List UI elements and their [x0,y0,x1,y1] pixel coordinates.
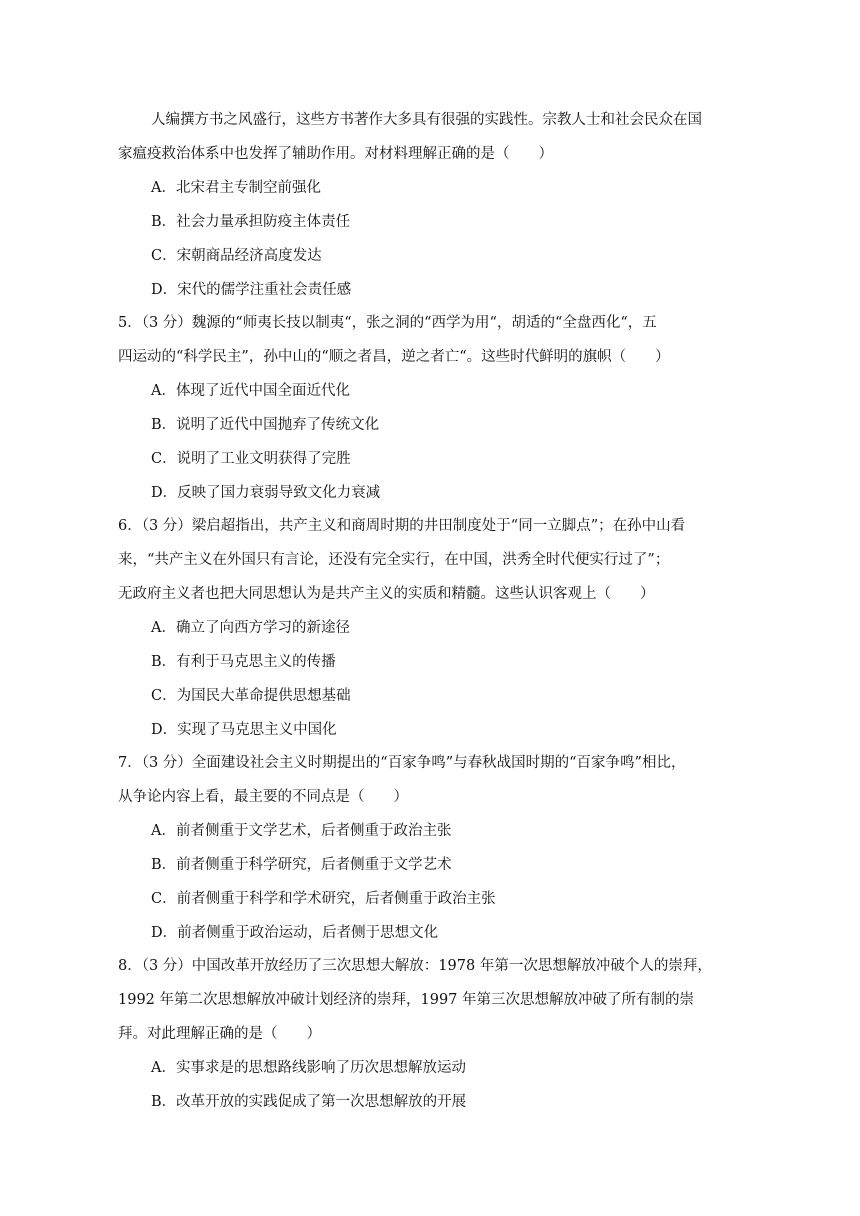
question-6-option-b: B．有利于马克思主义的传播 [151,654,336,670]
question-5-text-line-2: 四运动的“科学民主”，孙中山的“顺之者昌，逆之者亡“。这些时代鲜明的旗帜（ ） [118,349,670,365]
question-5-option-d: D．反映了国力衰弱导致文化力衰减 [151,485,381,501]
question-4-option-b: B．社会力量承担防疫主体责任 [151,214,351,230]
question-6-text-line-3: 无政府主义者也把大同思想认为是共产主义的实质和精髓。这些认识客观上（ ） [118,586,655,602]
question-8-text-line-3: 拜。对此理解正确的是（ ） [118,1026,321,1042]
question-7-option-b: B．前者侧重于科学研究，后者侧重于文学艺术 [151,857,452,873]
question-4-option-d: D．宋代的儒学注重社会责任感 [151,282,352,298]
question-6-text-line-1: 6．（3 分）梁启超指出，共产主义和商周时期的井田制度处于“同一立脚点”；在孙中山看 [118,518,686,534]
question-7-text-line-1: 7．（3 分）全面建设社会主义时期提出的“百家争鸣”与春秋战国时期的“百家争鸣”相比， [118,755,686,771]
question-6-option-d: D．实现了马克思主义中国化 [151,722,337,738]
question-7-option-d: D．前者侧重于政治运动，后者侧于思想文化 [151,925,439,941]
question-5-option-a: A．体现了近代中国全面近代化 [151,383,350,399]
question-7-option-c: C．前者侧重于科学和学术研究，后者侧重于政治主张 [151,891,496,907]
question-5-option-c: C．说明了工业文明获得了完胜 [151,451,351,467]
question-6-text-line-2: 来，“共产主义在外国只有言论，还没有完全实行，在中国，洪秀全时代便实行过了”； [118,552,670,568]
question-6-option-c: C．为国民大革命提供思想基础 [151,688,351,704]
question-6-option-a: A．确立了向西方学习的新途径 [151,620,350,636]
question-7-text-line-2: 从争论内容上看，最主要的不同点是（ ） [118,789,408,805]
question-8-option-a: A．实事求是的思想路线影响了历次思想解放运动 [151,1060,466,1076]
question-7-option-a: A．前者侧重于文学艺术，后者侧重于政治主张 [151,823,452,839]
question-8-text-line-1: 8．（3 分）中国改革开放经历了三次思想大解放：1978 年第一次思想解放冲破个人的崇拜， [118,958,712,974]
question-5-option-b: B．说明了近代中国抛弃了传统文化 [151,417,380,433]
question-4-option-c: C．宋朝商品经济高度发达 [151,248,322,264]
question-4-option-a: A．北宋君主专制空前强化 [151,180,321,196]
question-5-text-line-1: 5．（3 分）魏源的“师夷长技以制夷“，张之洞的“西学为用“，胡适的“全盘西化“，五 [118,315,657,331]
question-4-text-line-1: 人编撰方书之风盛行，这些方书著作大多具有很强的实践性。宗教人士和社会民众在国 [151,112,702,128]
question-8-text-line-2: 1992 年第二次思想解放冲破计划经济的崇拜，1997 年第三次思想解放冲破了所有制的崇 [118,992,695,1008]
question-8-option-b: B．改革开放的实践促成了第一次思想解放的开展 [151,1094,467,1110]
question-4-text-line-2: 家瘟疫救治体系中也发挥了辅助作用。对材料理解正确的是（ ） [118,146,553,162]
